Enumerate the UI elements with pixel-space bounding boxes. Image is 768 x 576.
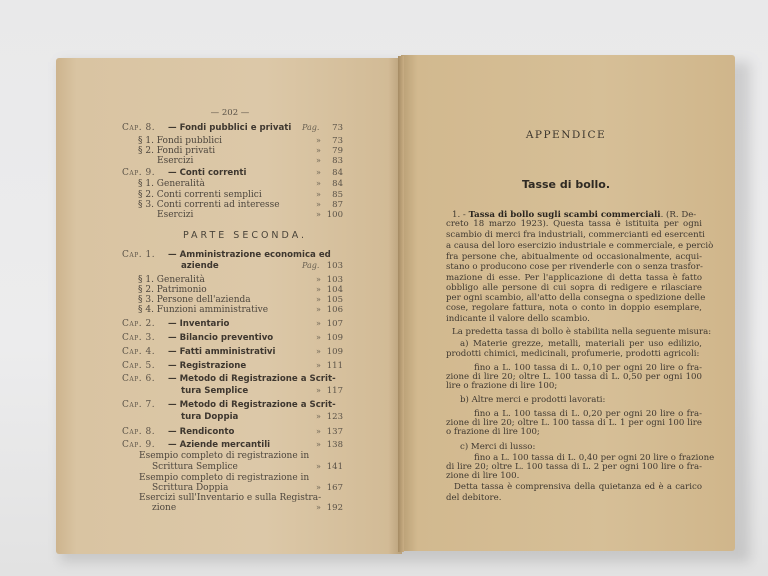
toc-page-number: 192 [326, 503, 343, 513]
section-title: Tasse di bollo. [521, 178, 611, 191]
toc-chapter-number: Cap. 8. [122, 427, 156, 437]
toc-entry-title: Esercizi [157, 210, 194, 220]
section-number: 1. - [452, 210, 469, 220]
toc-ditto-mark: » [316, 440, 321, 449]
appendix-text-line: indicante il valore dello scambio. [446, 314, 590, 324]
appendix-text-line: La predetta tassa di bollo è stabilita nella seguente misura: [452, 327, 712, 337]
toc-ditto-mark: » [316, 483, 321, 492]
toc-page-number: 85 [332, 190, 343, 200]
toc-entry-title: § 1. Fondi pubblici [138, 136, 223, 146]
toc-entry-title: — Bilancio preventivo [168, 333, 274, 343]
toc-entry-title: § 3. Conti correnti ad interesse [138, 200, 280, 210]
appendix-text-line: cose, regolare fattura, nota o conto in doppio esemplare, [446, 303, 702, 313]
toc-entry-title: § 2. Fondi privati [138, 146, 216, 156]
toc-ditto-mark: » [316, 333, 321, 342]
appendix-text-line: fra persone che, abitualmente od occasionalmente, acqui- [446, 252, 702, 262]
toc-page-number: 167 [326, 483, 343, 493]
appendix-text-line: fino a L. 100 tassa di L. 0,40 per ogni 20 lire o frazione [474, 453, 715, 463]
toc-entry-title: aziende [181, 261, 219, 271]
toc-chapter-number: Cap. 2. [122, 319, 156, 329]
toc-page-number: 105 [326, 295, 343, 305]
appendix-text-line: fino a L. 100 tassa di L. 0,10 per ogni 20 lire o fra- [474, 363, 702, 373]
section-subtitle: Tassa di bollo sugli scambi commerciali [468, 210, 661, 220]
toc-ditto-mark: » [316, 427, 321, 436]
appendix-text-line: mazione di esse. Per l'applicazione di detta tassa è fatto [446, 273, 702, 283]
appendix-text-line: obbligo alle persone di cui sopra di redigere e rilasciare [446, 283, 702, 293]
appendix-text-line: a causa del loro esercizio industriale e commerciale, e perciò [446, 241, 714, 251]
toc-entry-title: Scrittura Doppia [152, 483, 229, 493]
toc-page-number: 109 [326, 333, 343, 343]
toc-page-number: 141 [326, 462, 343, 472]
toc-ditto-mark: » [316, 305, 321, 314]
toc-entry-title: — Metodo di Registrazione a Scrit- [168, 400, 336, 410]
toc-pag-label: Pag. [302, 123, 320, 132]
toc-ditto-mark: » [316, 210, 321, 219]
toc-ditto-mark: » [316, 285, 321, 294]
appendix-text-line: per ogni scambio, all'atto della consegna o spedizione delle [446, 293, 706, 303]
toc-entry-title: Esercizi [157, 156, 194, 166]
toc-page-number: 103 [326, 275, 343, 285]
toc-page-number: 79 [332, 146, 343, 156]
appendix-text-line: del debitore. [446, 493, 502, 503]
toc-entry-title: Esempio completo di registrazione in [139, 451, 310, 461]
toc-page-number: 104 [326, 285, 343, 295]
toc-page-number: 73 [332, 123, 343, 133]
appendix-text-line: fino a L. 100 tassa di L. 0,20 per ogni 20 lire o fra- [474, 409, 702, 419]
toc-pag-label: Pag. [302, 261, 320, 270]
toc-ditto-mark: » [316, 295, 321, 304]
toc-entry-title: § 1. Generalità [138, 179, 205, 189]
appendix-text-line: c) Merci di lusso: [460, 442, 536, 452]
toc-chapter-number: Cap. 6. [122, 374, 156, 384]
toc-ditto-mark: » [316, 503, 321, 512]
appendix-heading: APPENDICE [525, 129, 607, 141]
toc-entry-title: — Metodo di Registrazione a Scrit- [168, 374, 336, 384]
toc-ditto-mark: » [316, 168, 321, 177]
appendix-text-line: creto 18 marzo 1923). Questa tassa è istituita per ogni [446, 219, 702, 229]
toc-chapter-number: Cap. 7. [122, 400, 156, 410]
appendix-text-line: lire o frazione di lire 100; [446, 381, 558, 391]
toc-entry-title: § 3. Persone dell'azienda [138, 295, 251, 305]
toc-ditto-mark: » [316, 361, 321, 370]
section-text: . (R. De- [660, 210, 697, 220]
toc-page-number: 111 [326, 361, 343, 371]
toc-entry-title: § 2. Conti correnti semplici [138, 190, 262, 200]
page-number: — 202 — [210, 108, 250, 118]
appendix-text-line: b) Altre merci e prodotti lavorati: [460, 395, 606, 405]
toc-entry-title: — Inventario [168, 319, 230, 329]
toc-page-number: 123 [326, 412, 343, 422]
toc-ditto-mark: » [316, 412, 321, 421]
toc-chapter-number: Cap. 5. [122, 361, 156, 371]
toc-page-number: 87 [332, 200, 343, 210]
toc-page-number: 117 [326, 386, 343, 396]
toc-page-number: 100 [326, 210, 343, 220]
appendix-text-line: zione di lire 20; oltre L. 100 tassa di L. 1 per ogni 100 lire [446, 418, 702, 428]
toc-entry-title: — Fatti amministrativi [168, 347, 276, 357]
toc-entry-title: Scrittura Semplice [152, 462, 238, 472]
toc-page-number: 137 [326, 427, 343, 437]
toc-ditto-mark: » [316, 319, 321, 328]
toc-ditto-mark: » [316, 462, 321, 471]
toc-entry-title: tura Doppia [181, 412, 239, 422]
appendix-text-line: zione di lire 100. [446, 471, 520, 481]
toc-ditto-mark: » [316, 190, 321, 199]
appendix-text-line: stano o producono cose per rivenderle con o senza trasfor- [446, 262, 703, 272]
toc-entry-title: — Registrazione [168, 361, 247, 371]
part-heading: PARTE SECONDA. [182, 230, 308, 241]
toc-entry-title: Esercizi sull'Inventario e sulla Registra- [139, 493, 322, 503]
toc-ditto-mark: » [316, 386, 321, 395]
book-gutter [398, 56, 404, 552]
toc-ditto-mark: » [316, 275, 321, 284]
toc-page-number: 73 [332, 136, 343, 146]
toc-chapter-number: Cap. 4. [122, 347, 156, 357]
toc-entry-title: tura Semplice [181, 386, 249, 396]
toc-page-number: 138 [326, 440, 343, 450]
toc-entry-title: § 1. Generalità [138, 275, 205, 285]
toc-entry-title: § 2. Patrimonio [138, 285, 207, 295]
toc-ditto-mark: » [316, 347, 321, 356]
appendix-text-line: di lire 20; oltre L. 100 tassa di L. 2 per ogni 100 lire o fra- [446, 462, 702, 472]
toc-page-number: 84 [332, 179, 343, 189]
toc-entry-title: — Fondi pubblici e privati [168, 123, 292, 133]
appendix-text-line: scambio di merci fra industriali, commercianti ed esercenti [446, 230, 705, 240]
toc-page-number: 107 [326, 319, 343, 329]
toc-page-number: 84 [332, 168, 343, 178]
toc-entry-title: — Aziende mercantili [168, 440, 271, 450]
toc-entry-title: § 4. Funzioni amministrative [138, 305, 269, 315]
toc-page-number: 103 [326, 261, 343, 271]
toc-page-number: 106 [326, 305, 343, 315]
toc-chapter-number: Cap. 9. [122, 168, 156, 178]
toc-ditto-mark: » [316, 200, 321, 209]
appendix-text-line: o frazione di lire 100; [446, 427, 540, 437]
toc-page-number: 109 [326, 347, 343, 357]
toc-ditto-mark: » [316, 146, 321, 155]
toc-page-number: 83 [332, 156, 343, 166]
toc-entry-title: — Rendiconto [168, 427, 235, 437]
toc-chapter-number: Cap. 9. [122, 440, 156, 450]
toc-chapter-number: Cap. 1. [122, 250, 156, 260]
toc-entry-title: — Conti correnti [168, 168, 247, 178]
toc-ditto-mark: » [316, 136, 321, 145]
toc-chapter-number: Cap. 3. [122, 333, 156, 343]
toc-ditto-mark: » [316, 156, 321, 165]
toc-entry-title: Esempio completo di registrazione in [139, 473, 310, 483]
toc-entry-title: — Amministrazione economica ed [168, 250, 331, 260]
appendix-text-line: prodotti chimici, medicinali, profumerie, prodotti agricoli: [446, 349, 700, 359]
appendix-text-line: Detta tassa è comprensiva della quietanza ed è a carico [454, 482, 702, 492]
toc-entry-title: zione [152, 503, 177, 513]
toc-chapter-number: Cap. 8. [122, 123, 156, 133]
appendix-text-line: a) Materie grezze, metalli, materiali per uso edilizio, [460, 339, 702, 349]
toc-ditto-mark: » [316, 179, 321, 188]
appendix-text-line: zione di lire 20; oltre L. 100 tassa di L. 0,50 per ogni 100 [446, 372, 702, 382]
